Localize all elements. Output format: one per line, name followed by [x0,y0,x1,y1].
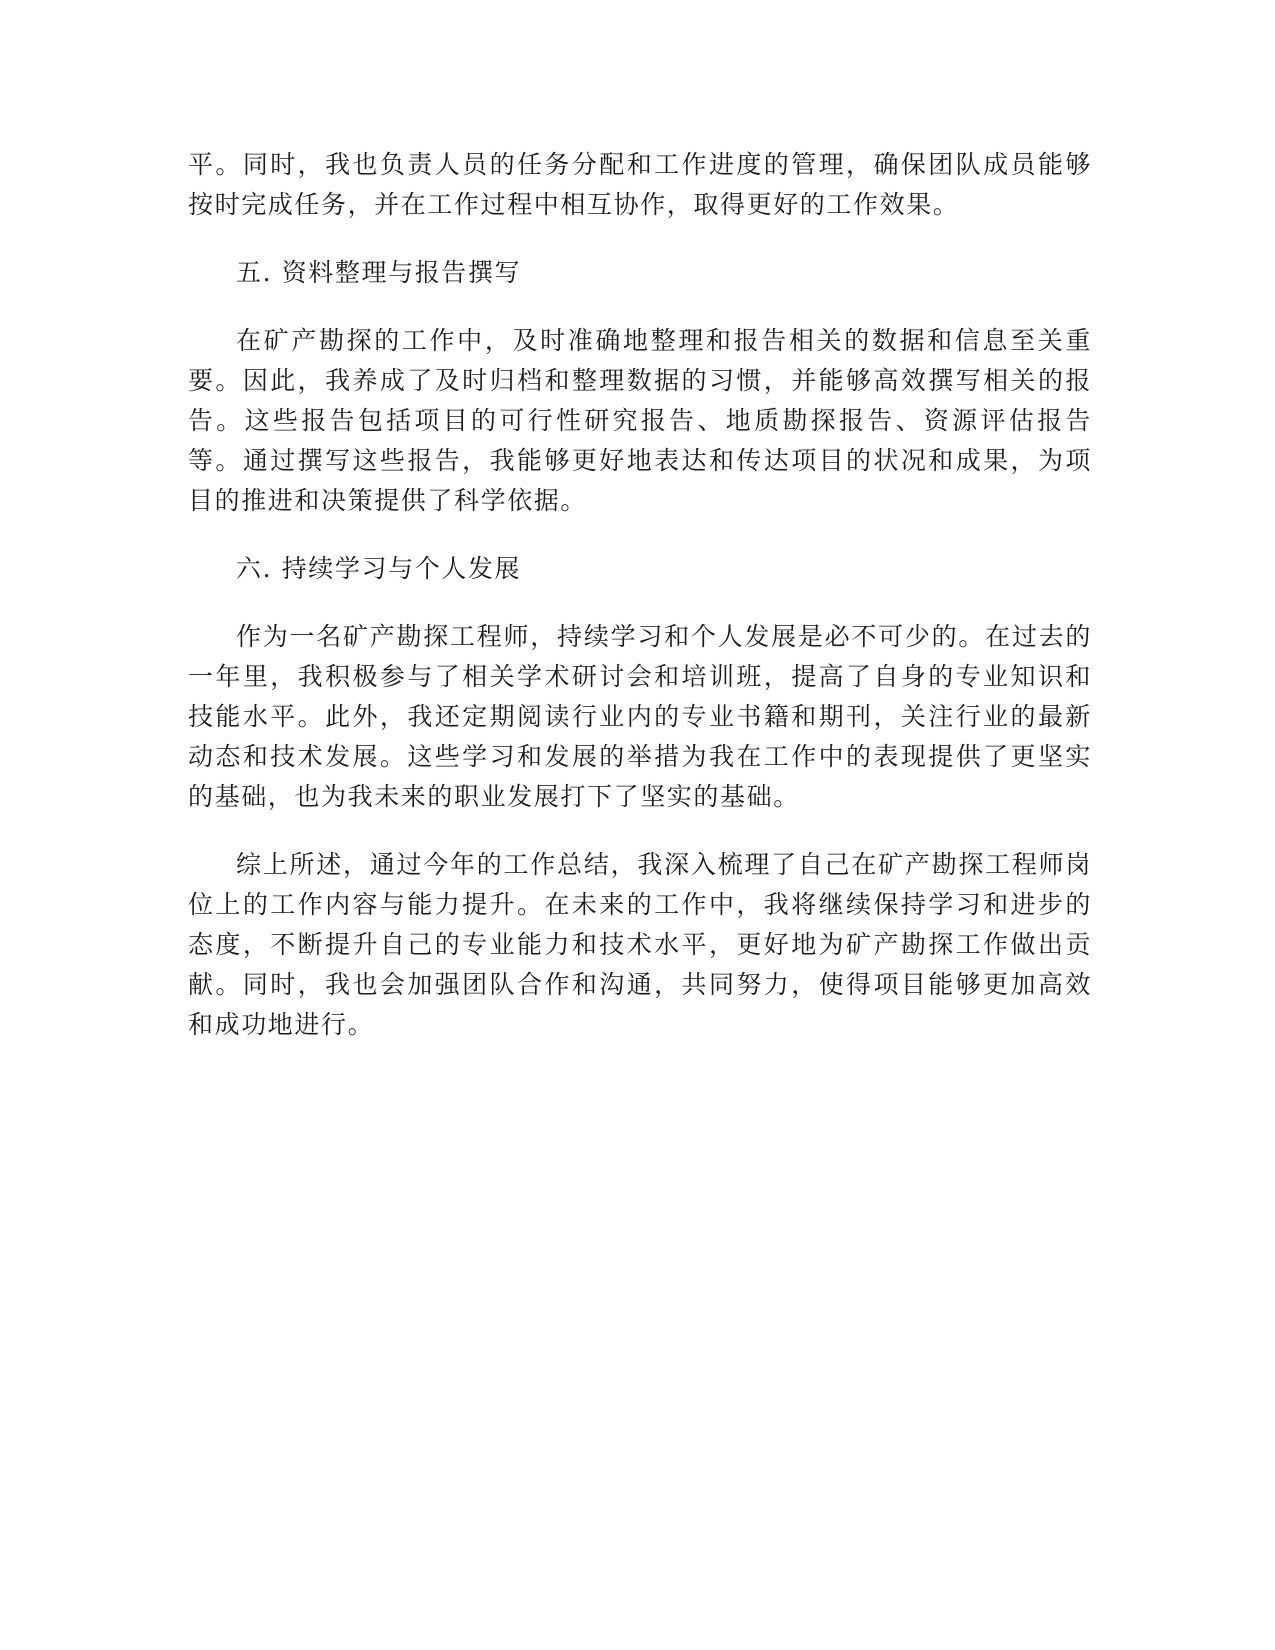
paragraph-learning: 作为一名矿产勘探工程师，持续学习和个人发展是必不可少的。在过去的一年里，我积极参与了相关学术研讨会和培训班，提高了自身的专业知识和技能水平。此外，我还定期阅读行业内的专业书籍和期刊，关注行业的最新动态和技术发展。这些学习和发展的举措为我在工作中的表现提供了更坚实的基础，也为我未来的职业发展打下了坚实的基础。 [188,622,1092,811]
document-body [188,145,1092,1073]
paragraph-continued: 平。同时，我也负责人员的任务分配和工作进度的管理，确保团队成员能够按时完成任务，并在工作过程中相互协作，取得更好的工作效果。 [188,150,1092,219]
paragraph-conclusion: 综上所述，通过今年的工作总结，我深入梳理了自己在矿产勘探工程师岗位上的工作内容与能力提升。在未来的工作中，我将继续保持学习和进步的态度，不断提升自己的专业能力和技术水平，更好地为矿产勘探工作做出贡献。同时，我也会加强团队合作和沟通，共同努力，使得项目能够更加高效和成功地进行。 [188,850,1092,1039]
section-heading-6: 六. 持续学习与个人发展 [236,554,522,583]
paragraph-data-reporting: 在矿产勘探的工作中，及时准确地整理和报告相关的数据和信息至关重要。因此，我养成了及时归档和整理数据的习惯，并能够高效撰写相关的报告。这些报告包括项目的可行性研究报告、地质勘探报告、资源评估报告等。通过撰写这些报告，我能够更好地表达和传达项目的状况和成果，为项目的推进和决策提供了科学依据。 [188,326,1092,515]
section-heading-5: 五. 资料整理与报告撰写 [236,258,522,287]
